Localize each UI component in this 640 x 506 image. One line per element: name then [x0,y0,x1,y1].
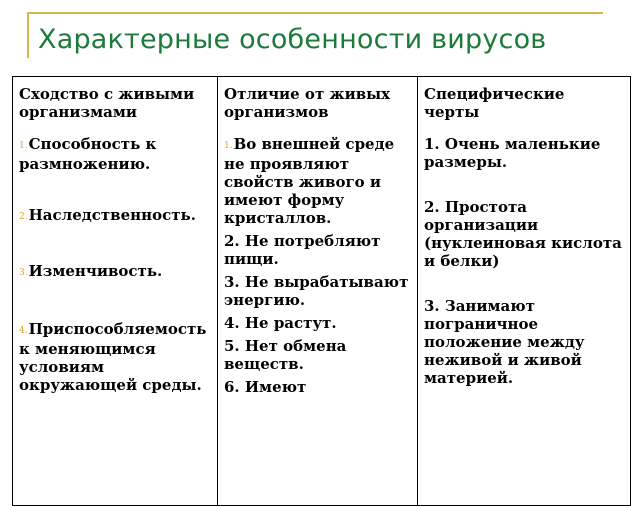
column-specific [418,77,631,506]
item-text: Приспособляемость к меняющимся условиям окружающей среды. [19,320,207,394]
list-item [19,320,211,394]
item-text: Способность к размножению. [19,135,157,173]
list-item: 3. Не вырабатывают энергию. [224,273,409,309]
frame-left-line [27,12,29,58]
column-header-specific: Специфические черты [424,85,565,121]
item-number: 4. [19,326,28,336]
item-number: 1. [19,141,28,151]
virus-features-table [12,76,631,506]
item-text: Изменчивость. [28,262,163,280]
list-item: 5. Нет обмена веществ. [224,337,347,373]
column-header-differences: Отличие от живых организмов [224,85,391,121]
list-item [19,206,211,226]
item-number: 1. [224,141,233,151]
item-number: 3. [19,268,28,278]
column-header-similarity: Сходство с живыми организмами [19,85,195,121]
list-item: 4. Не растут. [224,314,337,332]
list-item: 2. Простота организации (нуклеиновая кислота и белки) [424,198,622,270]
list-item: 3. Занимают пограничное положение между неживой и живой материей. [424,297,585,387]
item-text: Во внешней среде не проявляют свойств живого и имеют форму кристаллов. [224,135,395,227]
column-similarity [13,77,218,506]
list-item [224,135,411,227]
item-text: Наследственность. [28,206,196,224]
slide-title: Характерные особенности вирусов [38,24,547,55]
item-number: 2. [19,212,28,222]
list-item [19,135,211,173]
frame-top-line [27,12,603,14]
table-row [13,77,631,506]
list-item [19,262,211,282]
list-item: 1. Очень маленькие размеры. [424,135,601,171]
column-differences [218,77,418,506]
list-item: 6. Имеют [224,378,307,396]
list-item: 2. Не потребляют пищи. [224,232,381,268]
